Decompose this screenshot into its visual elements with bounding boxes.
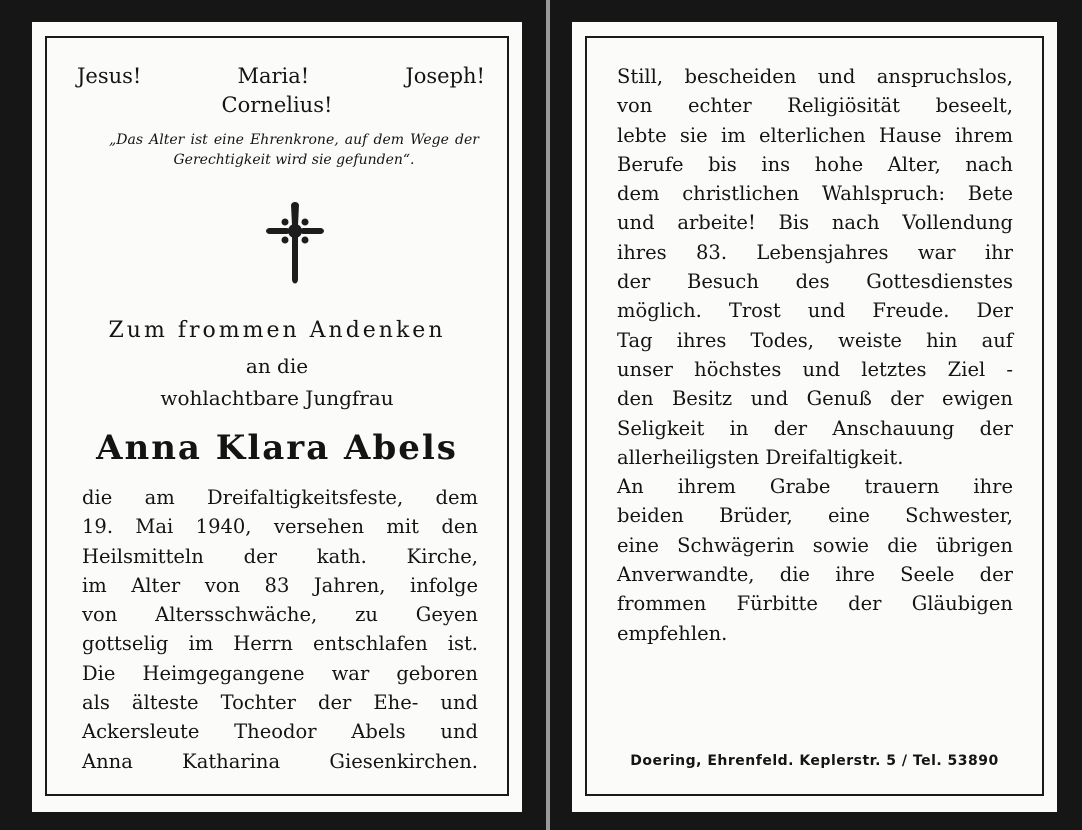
right-body-line: beiden Brüder, eine Schwester, (617, 504, 1013, 528)
right-body-line: der Besuch des Gottesdienstes (617, 270, 1013, 294)
right-body-line: Still, bescheiden und anspruchslos, (617, 65, 1013, 88)
right-body-line: Anverwandte, die ihre Seele der (617, 563, 1013, 587)
right-body-line: allerheiligsten Dreifaltigkeit. (617, 445, 904, 469)
left-body-text (82, 483, 478, 776)
right-body-line: Seligkeit in der Anschauung der (617, 416, 1013, 440)
left-body-line: 19. Mai 1940, versehen mit den (82, 515, 478, 539)
memorial-line-an-die: an die (245, 354, 309, 378)
invocation-maria: Maria! (237, 64, 310, 88)
left-body-line: von Altersschwäche, zu Geyen (82, 603, 478, 627)
left-body-line: Heilsmitteln der kath. Kirche, (82, 544, 478, 568)
scripture-quote: „Das Alter ist eine Ehrenkrone, auf dem Wege der Gerechtigkeit wird sie gefunden“. (109, 132, 479, 168)
deceased-name: Anna Klara Abels (96, 428, 458, 468)
left-body-line: Die Heimgegangene war geboren (82, 661, 478, 685)
right-body-line: dem christlichen Wahlspruch: Bete (617, 182, 1013, 206)
right-body-line: den Besitz und Genuß der ewigen (617, 387, 1013, 411)
right-body-line: möglich. Trost und Freude. Der (617, 299, 1013, 323)
left-page-border (45, 36, 509, 796)
right-body-line: unser höchstes und letztes Ziel - (617, 357, 1013, 381)
right-body-line: von echter Religiösität beseelt, (617, 94, 1013, 118)
right-body-line: eine Schwägerin sowie die übrigen (617, 533, 1013, 557)
right-body-line: empfehlen. (617, 621, 728, 645)
right-body-line: ihres 83. Lebensjahres war ihr (617, 240, 1013, 264)
printer-imprint: Doering, Ehrenfeld. Keplerstr. 5 / Tel. 53890 (630, 753, 999, 769)
left-body-line: Anna Katharina Giesenkirchen. (82, 749, 478, 773)
left-body-line: im Alter von 83 Jahren, infolge (82, 573, 478, 597)
memorial-heading: Zum frommen Andenken (108, 318, 446, 343)
right-page-border (585, 36, 1044, 796)
left-page (32, 22, 522, 812)
memorial-line-jungfrau: wohlachtbare Jungfrau (160, 386, 394, 410)
right-body-line: Berufe bis ins hohe Alter, nach (617, 152, 1013, 176)
cross-icon (265, 201, 325, 287)
right-body-line: frommen Fürbitte der Gläubigen (617, 592, 1013, 616)
left-body-line: als älteste Tochter der Ehe- und (82, 691, 478, 715)
invocation-cornelius: Cornelius! (221, 93, 333, 117)
right-body-line: lebte sie im elterlichen Hause ihrem (617, 123, 1013, 147)
right-body-text (617, 62, 1013, 648)
card-fold (546, 0, 550, 830)
left-body-line: die am Dreifaltigkeitsfeste, dem (82, 486, 478, 509)
invocation-jesus: Jesus! (77, 64, 142, 88)
right-page (572, 22, 1057, 812)
right-body-line: und arbeite! Bis nach Vollendung (617, 211, 1013, 235)
invocation-row (77, 66, 485, 87)
right-body-line: Tag ihres Todes, weiste hin auf (617, 328, 1013, 352)
invocation-joseph: Joseph! (405, 64, 485, 88)
right-body-line: An ihrem Grabe trauern ihre (617, 475, 1013, 499)
left-body-line: Ackersleute Theodor Abels und (82, 720, 478, 744)
left-body-line: gottselig im Herrn entschlafen ist. (82, 632, 478, 656)
